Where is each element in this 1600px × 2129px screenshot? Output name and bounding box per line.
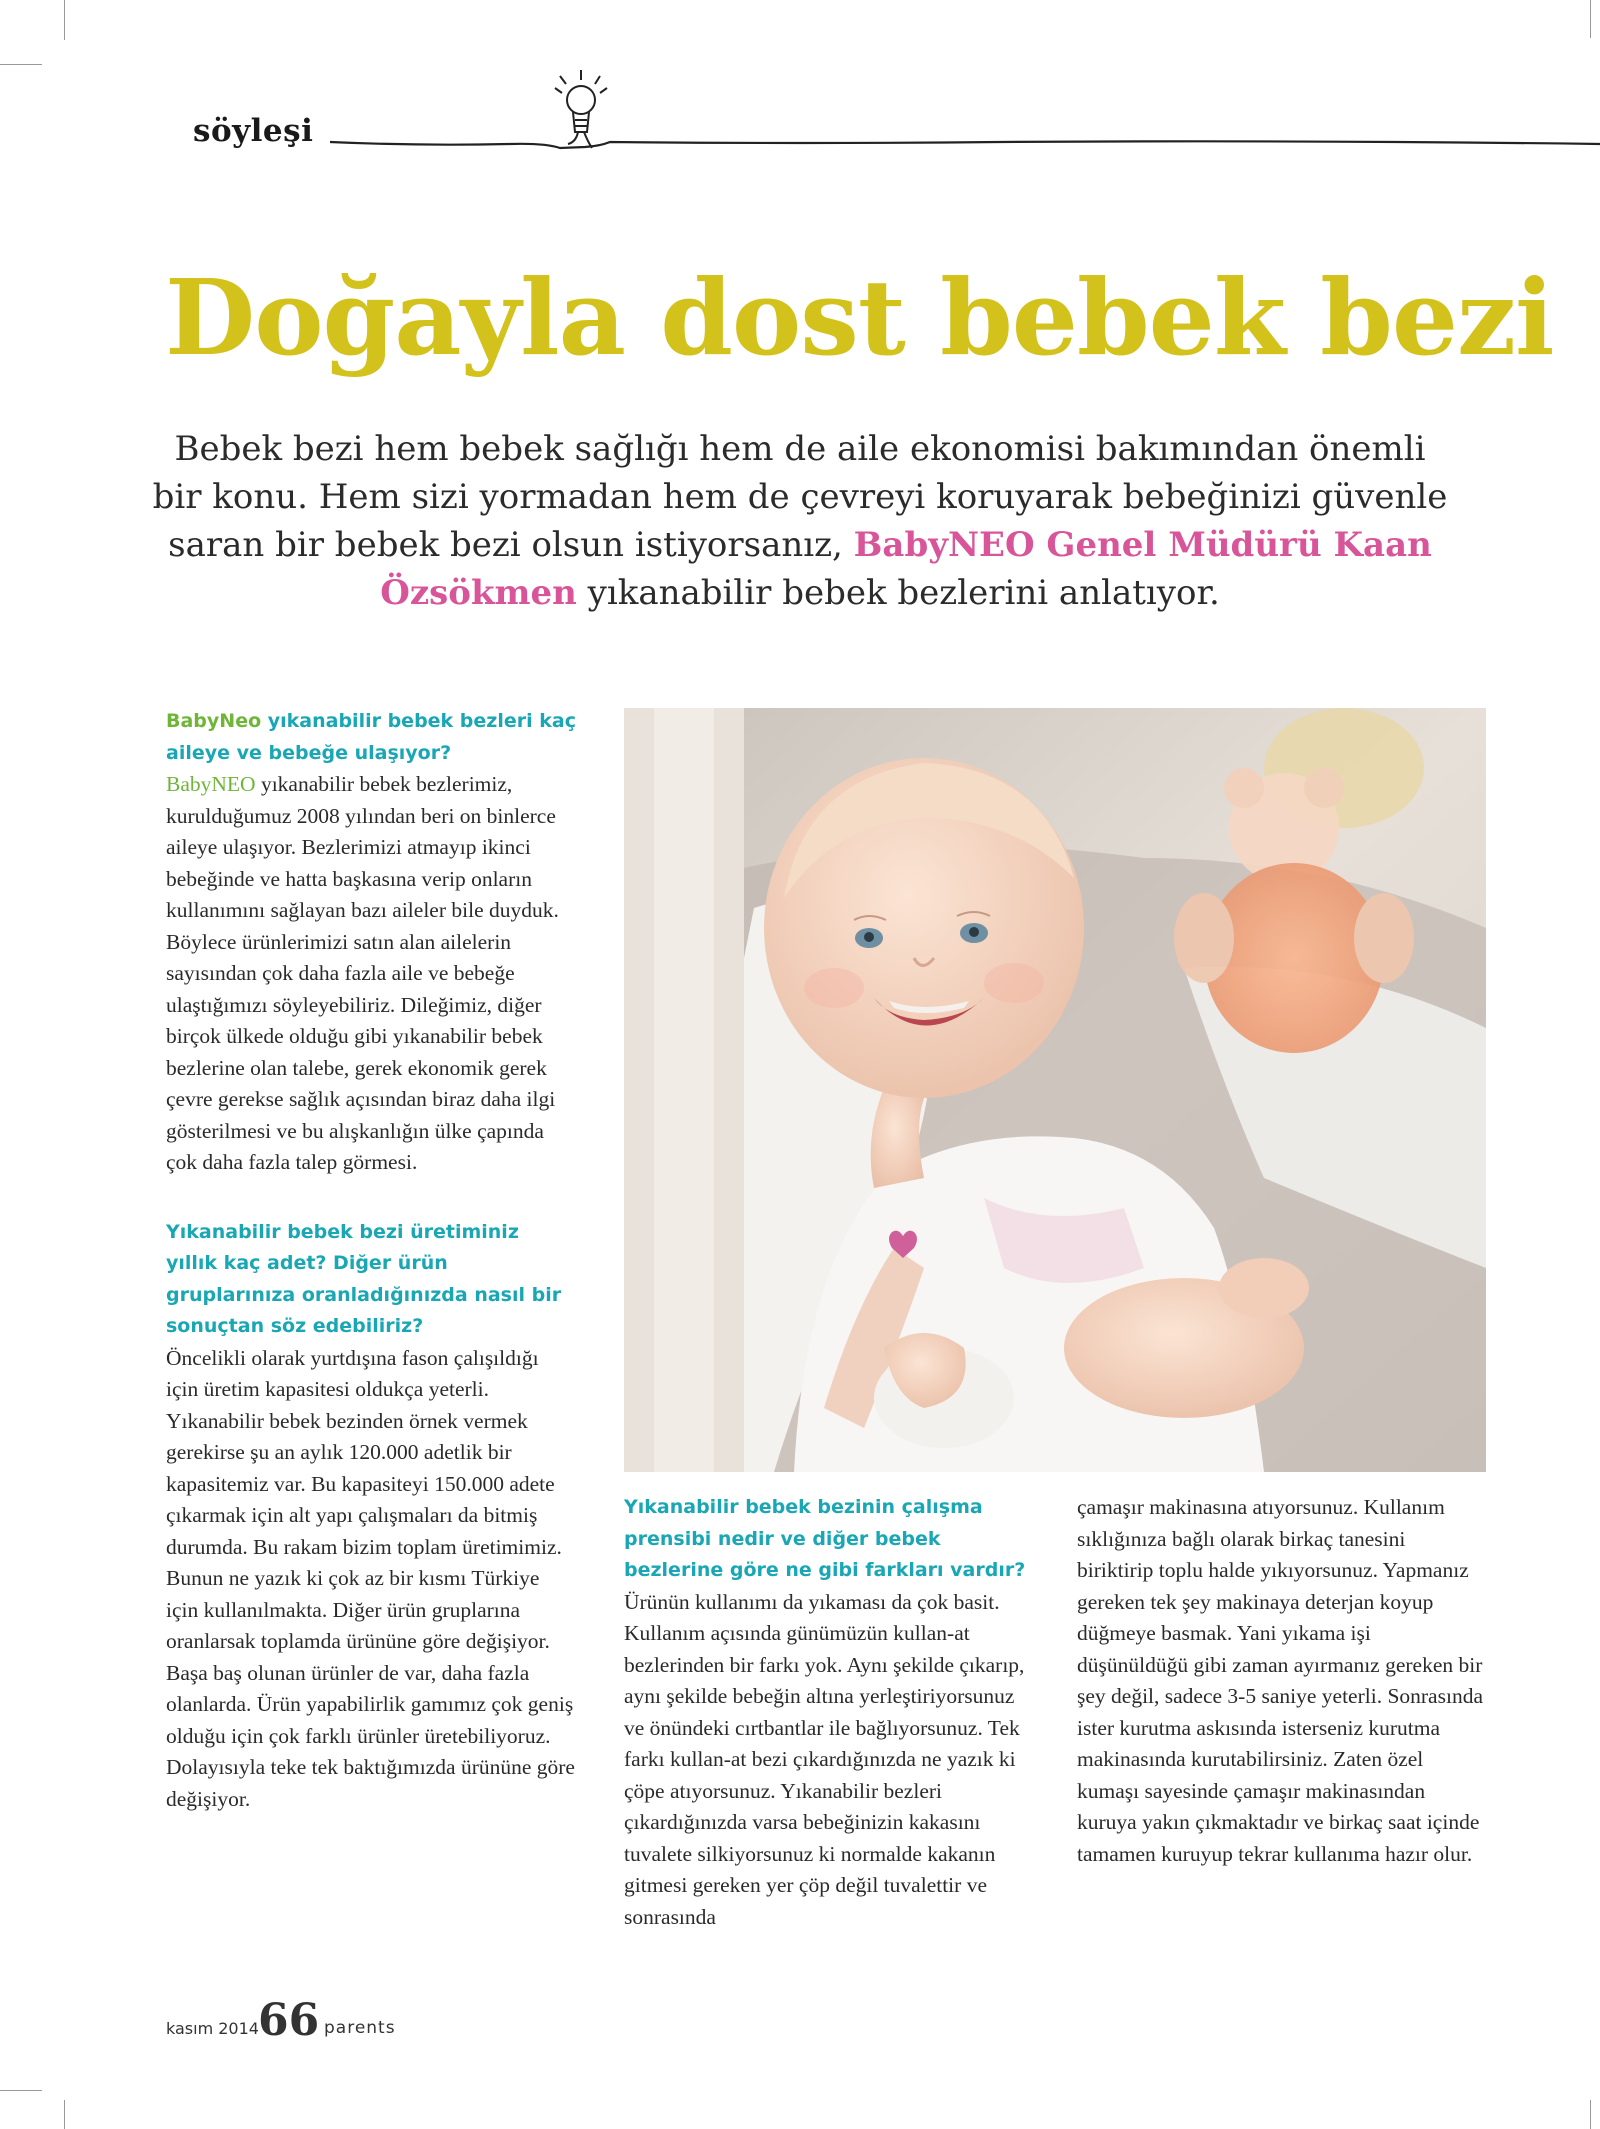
answer-3-continued: çamaşır makinasına atıyorsunuz. Kullanım sıklığınıza bağlı olarak birkaç tanesini biriktirip toplu halde yıkıyorsunuz. Yapmanız gereken tek şey makinaya deterjan koyup düğmeye basmak. Yani yıkama işi düşünüldüğü gibi zaman ayırmanız gereken bir şey değil, sadece 3-5 saniye yeterli. Sonrasında ister kurutma askısında isterseniz kurutma makinasında kurutabilirsiniz. Zaten özel kumaşı sayesinde çamaşır makinasından kuruya yakın çıkmaktadır ve birkaç saat içinde tamamen kuruyup tekrar kullanıma hazır olur. bbox=[1077, 1495, 1483, 1866]
crop-mark bbox=[64, 0, 65, 40]
crop-mark bbox=[1590, 2100, 1591, 2129]
answer-text: yıkanabilir bebek bezlerimiz, kurulduğumuz 2008 yılından beri on binlerce aileye ulaşıyor. Bezlerimizi atmayıp ikinci bebeğinde ve hatta başkasına verip onların kullanımını sağlayan bazı aileler bile duyduk. Böylece ürünlerimizi satın alan ailelerin sayısından çok daha fazla aile ve bebeğe ulaştığımızı söyleyebiliriz. Dileğimiz, diğer birçok ülkede olduğu gibi yıkanabilir bebek bezlerine olan talebe, gerek ekonomik gerek çevre gerekse sağlık açısından biraz daha ilgi gösterilmesi ve bu alışkanlığın ülke çapında çok daha fazla talep görmesi. bbox=[166, 772, 559, 1174]
lead-highlight: BabyNEO Genel Müdürü Kaan Özsökmen bbox=[380, 525, 1432, 613]
question-brand: BabyNeo bbox=[166, 710, 262, 732]
crop-mark bbox=[1590, 0, 1591, 38]
question-2: Yıkanabilir bebek bezi üretiminiz yıllık kaç adet? Diğer ürün gruplarınıza oranladığınızda nasıl bir sonuçtan söz edebiliriz? bbox=[166, 1220, 562, 1337]
question-3: Yıkanabilir bebek bezinin çalışma prensibi nedir ve diğer bebek bezlerine göre ne gibi farkları vardır? bbox=[624, 1496, 1026, 1581]
crop-mark bbox=[0, 2090, 42, 2091]
lightbulb-icon bbox=[555, 70, 607, 148]
answer-2: Öncelikli olarak yurtdışına fason çalışıldığı için üretim kapasitesi oldukça yeterli. Yıkanabilir bebek bezinden örnek vermek gerekirse şu an aylık 120.000 adetlik bir kapasitemiz var. Bu kapasiteyi 150.000 adete çıkarmak için alt yapı çalışmaları da bitmiş durumda. Bu rakam bizim toplam üretimimiz. Bunun ne yazık ki çok az bir kısmı Türkiye için kullanılmakta. Diğer ürün gruplarına oranlarsak toplamda ürününe göre değişiyor. Başa baş olunan ürünler de var, daha fazla olanlarda. Ürün yapabilirlik gamımız çok geniş olduğu için çok farklı ürünler üretebiliyoruz. Dolayısıyla teke tek baktığımızda ürününe göre değişiyor. bbox=[166, 1345, 575, 1811]
issue-date: kasım 2014 bbox=[166, 2019, 259, 2038]
article-lead bbox=[150, 425, 1450, 617]
article-title: Doğayla dost bebek bezi bbox=[165, 256, 1554, 379]
answer-1 bbox=[166, 769, 576, 1179]
magazine-name: parents bbox=[324, 2018, 396, 2038]
lead-text: Bebek bezi hem bebek sağlığı hem de aile ekonomisi bakımından önemli bir konu. Hem sizi yormadan hem de çevreyi koruyarak bebeğinizi güvenle saran bir bebek bezi olsun istiyorsanız, bbox=[152, 429, 1448, 565]
baby-photo bbox=[624, 708, 1486, 1472]
crop-mark bbox=[64, 2100, 65, 2129]
crop-mark bbox=[0, 64, 42, 65]
section-label: söyleşi bbox=[193, 113, 314, 149]
answer-3: Ürünün kullanımı da yıkaması da çok basit. Kullanım açısında günümüzün kullan-at bezlerinden bir farkı yok. Aynı şekilde çıkarıp, aynı şekilde bebeğin altına yerleştiriyorsunuz ve önündeki cırtbantlar ile bağlıyorsunuz. Tek farkı kullan-at bezi çıkardığınızda ne yazık ki çöpe atıyorsunuz. Yıkanabilir bezleri çıkardığınızda varsa bebeğinizin kakasını tuvalete silkiyorsunuz ki normalde kakanın gitmesi gereken yer çöp değil tuvalettir ve sonrasında bbox=[624, 1589, 1025, 1929]
column-2 bbox=[624, 1492, 1034, 1933]
answer-brand: BabyNEO bbox=[166, 772, 256, 796]
question-1 bbox=[166, 706, 576, 769]
column-1 bbox=[166, 706, 576, 1815]
lightbulb-rule bbox=[0, 70, 1600, 170]
question-text: yıkanabilir bebek bezleri kaç aileye ve bebeğe ulaşıyor? bbox=[166, 710, 576, 764]
page-number: 66 bbox=[258, 1995, 320, 2046]
lead-text-end: yıkanabilir bebek bezlerini anlatıyor. bbox=[576, 573, 1220, 613]
column-3 bbox=[1077, 1492, 1487, 1870]
